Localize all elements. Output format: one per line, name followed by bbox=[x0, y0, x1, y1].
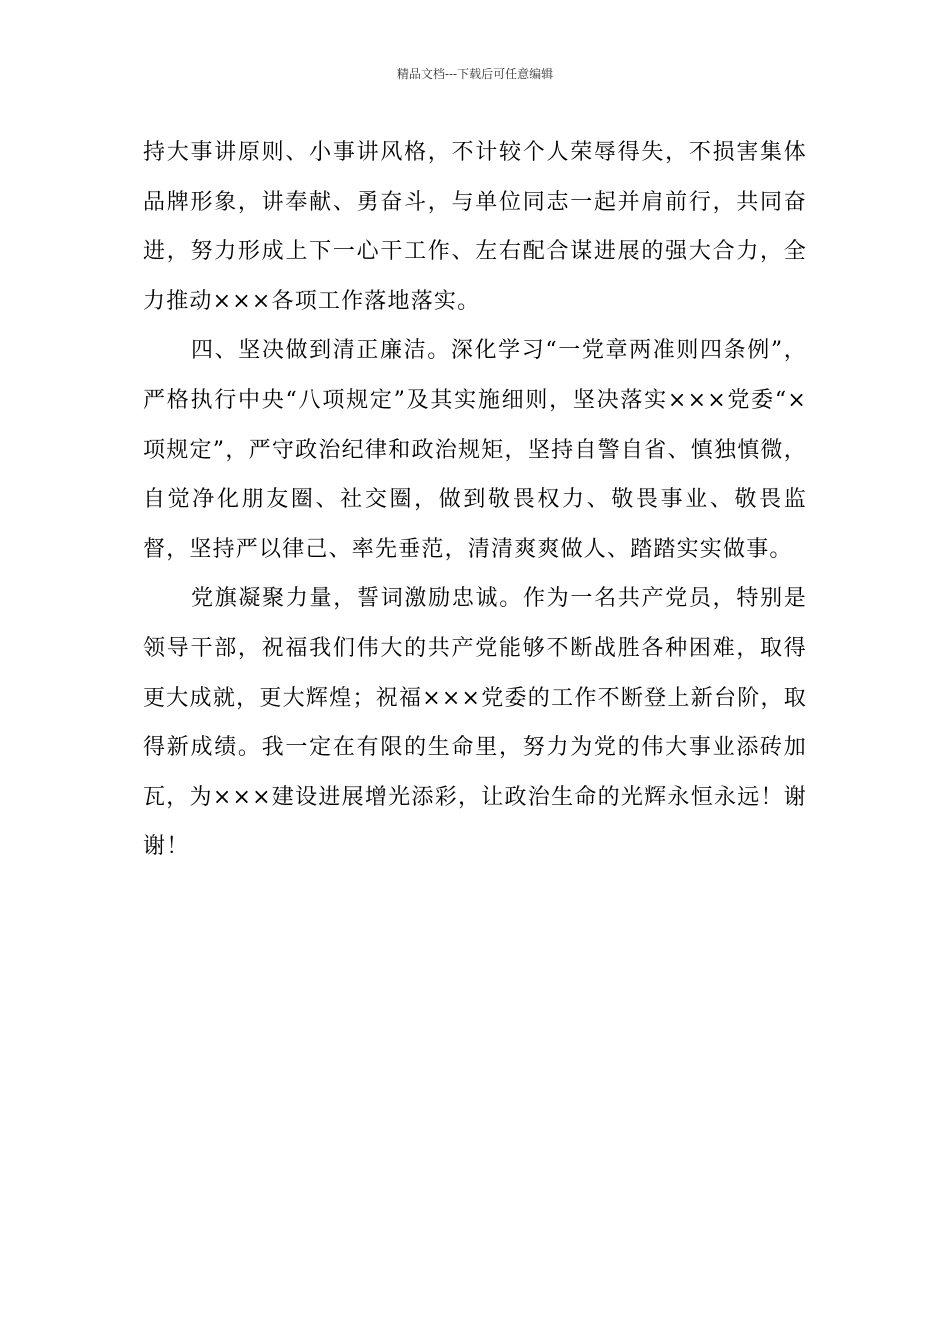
paragraph-closing: 党旗凝聚力量，誓词激励忠诚。作为一名共产党员，特别是领导干部，祝福我们伟大的共产党能够不断战胜各种困难，取得更大成就，更大辉煌；祝福×××党委的工作不断登上新台阶，取得新成绩。我一定在有限的生命里，努力为党的伟大事业添砖加瓦，为×××建设进展增光添彩，让政治生命的光辉永恒永远！谢谢！ bbox=[143, 586, 807, 860]
paragraph-continuation: 持大事讲原则、小事讲风格，不计较个人荣辱得失，不损害集体品牌形象，讲奉献、勇奋斗，与单位同志一起并肩前行，共同奋进，努力形成上下一心干工作、左右配合谋进展的强大合力，全力推动×××各项工作落地落实。 bbox=[143, 140, 807, 314]
paragraph-integrity: 四、坚决做到清正廉洁。深化学习“一党章两准则四条例”，严格执行中央“八项规定”及其实施细则，坚决落实×××党委“×项规定”，严守政治纪律和政治规矩，坚持自警自省、慎独慎微，自觉净化朋友圈、社交圈，做到敬畏权力、敬畏事业、敬畏监督，坚持严以律己、率先垂范，清清爽爽做人、踏踏实实做事。 bbox=[143, 338, 807, 562]
page-header: 精品文档---下载后可任意编辑 bbox=[396, 67, 554, 81]
document-body bbox=[143, 128, 807, 872]
